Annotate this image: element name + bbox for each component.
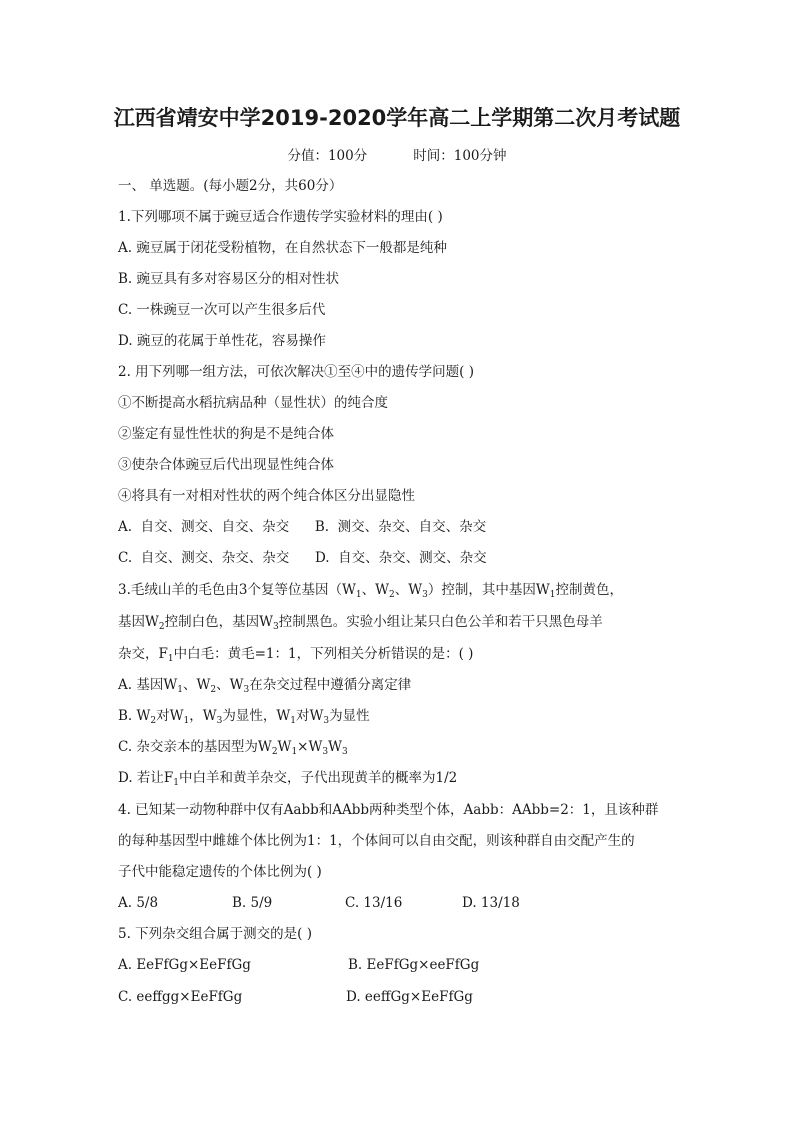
q4-stem-line1: 4. 已知某一动物种群中仅有Aabb和AAbb两种类型个体，Aabb：AAbb=2：1，且该种群 bbox=[118, 802, 659, 818]
q3-stem-line3: 杂交，$F_1$中白毛：黄毛=1：1，下列相关分析错误的是：( ) bbox=[118, 646, 474, 664]
q2-item-2: ②鉴定有显性性状的狗是不是纯合体 bbox=[118, 426, 334, 442]
q3-option-d: D. 若让$F_1$中白羊和黄羊杂交，子代出现黄羊的概率为1/2 bbox=[118, 770, 458, 788]
score-label: 分值：100分 bbox=[287, 148, 368, 164]
q4-option-b: B. 5/9 bbox=[232, 895, 273, 911]
q2-item-3: ③使杂合体豌豆后代出现显性纯合体 bbox=[118, 457, 334, 473]
q3-option-a: A. 基因$W_1$、$W_2$、$W_3$在杂交过程中遵循分离定律 bbox=[118, 677, 412, 695]
q3-option-b: B. $W_2$对$W_1$，$W_3$为显性，$W_1$对$W_3$为显性 bbox=[118, 708, 370, 726]
q2-options-cd: C. 自交、测交、杂交、杂交 D. 自交、杂交、测交、杂交 bbox=[118, 550, 487, 566]
q3-stem-line2: 基因$W_2$控制白色，基因$W_3$控制黑色。实验小组让某只白色公羊和若干只黑色母羊 bbox=[118, 614, 603, 632]
q4-stem-line3: 子代中能稳定遗传的个体比例为( ) bbox=[118, 864, 322, 880]
q2-options-ab: A. 自交、测交、自交、杂交 B. 测交、杂交、自交、杂交 bbox=[118, 519, 487, 535]
q2-stem: 2. 用下列哪一组方法，可依次解决①至④中的遗传学问题( ) bbox=[118, 364, 474, 380]
q4-option-a: A. 5/8 bbox=[118, 895, 159, 911]
q4-stem-line2: 的每种基因型中雌雄个体比例为1：1，个体间可以自由交配，则该种群自由交配产生的 bbox=[118, 833, 635, 849]
q1-stem: 1.下列哪项不属于豌豆适合作遗传学实验材料的理由( ) bbox=[118, 209, 443, 225]
q1-option-a: A. 豌豆属于闭花受粉植物，在自然状态下一般都是纯种 bbox=[118, 240, 447, 256]
q2-item-1: ①不断提高水稻抗病品种（显性状）的纯合度 bbox=[118, 395, 388, 411]
q4-option-d: D. 13/18 bbox=[462, 895, 520, 911]
q1-option-d: D. 豌豆的花属于单性花，容易操作 bbox=[118, 333, 326, 349]
q3-stem-line1: 3.毛绒山羊的毛色由3个复等位基因（$W_1$、$W_2$、$W_3$）控制，其中基因$W_1$控制黄色， bbox=[118, 582, 623, 600]
q1-option-b: B. 豌豆具有多对容易区分的相对性状 bbox=[118, 271, 340, 287]
q5-option-a: A. EeFfGg×EeFfGg bbox=[118, 957, 251, 973]
q5-option-d: D. eeffGg×EeFfGg bbox=[346, 989, 473, 1005]
q4-option-c: C. 13/16 bbox=[345, 895, 403, 911]
exam-title: 江西省靖安中学2019-2020学年高二上学期第二次月考试题 bbox=[113, 106, 681, 130]
section-heading: 一、 单选题。(每小题2分，共60分） bbox=[118, 178, 343, 194]
q5-option-c: C. eeffgg×EeFfGg bbox=[118, 989, 243, 1005]
exam-meta bbox=[0, 144, 794, 164]
q3-option-c: C. 杂交亲本的基因型为$W_2W_1\times W_3W_3$ bbox=[118, 739, 348, 757]
q5-stem: 5. 下列杂交组合属于测交的是( ) bbox=[118, 926, 312, 942]
q2-item-4: ④将具有一对相对性状的两个纯合体区分出显隐性 bbox=[118, 488, 415, 504]
time-label: 时间：100分钟 bbox=[413, 148, 507, 164]
q1-option-c: C. 一株豌豆一次可以产生很多后代 bbox=[118, 302, 326, 318]
q5-option-b: B. EeFfGg×eeFfGg bbox=[348, 957, 480, 973]
